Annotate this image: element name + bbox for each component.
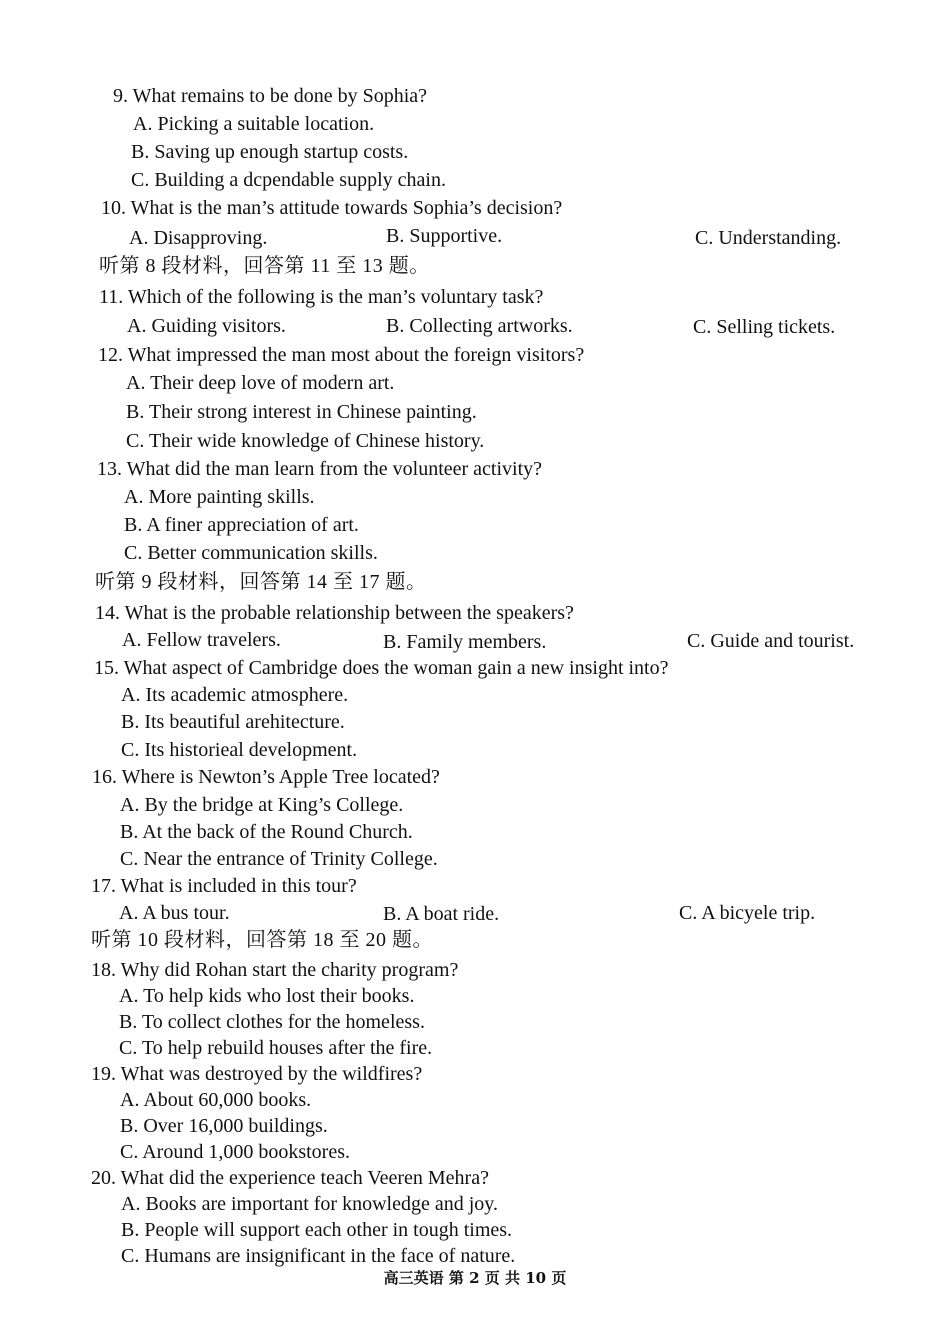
question-13: 13. What did the man learn from the volunteer activity?: [97, 458, 543, 480]
option-19c: C. Around 1,000 bookstores.: [120, 1141, 350, 1163]
question-10: 10. What is the man’s attitude towards Sophia’s decision?: [101, 197, 563, 219]
option-9c: C. Building a dcpendable supply chain.: [131, 169, 446, 191]
option-15c: C. Its historieal development.: [121, 739, 358, 761]
question-12: 12. What impressed the man most about the foreign visitors?: [98, 344, 585, 366]
question-20: 20. What did the experience teach Veeren Mehra?: [91, 1167, 489, 1189]
option-9a: A. Picking a suitable location.: [133, 113, 375, 135]
option-11b: B. Collecting artworks.: [386, 315, 573, 337]
question-18: 18. Why did Rohan start the charity program?: [91, 959, 459, 981]
option-14b: B. Family members.: [383, 631, 547, 653]
option-18b: B. To collect clothes for the homeless.: [119, 1011, 425, 1033]
option-12a: A. Their deep love of modern art.: [126, 372, 395, 394]
question-15: 15. What aspect of Cambridge does the woman gain a new insight into?: [94, 657, 669, 679]
option-10b: B. Supportive.: [386, 225, 503, 247]
option-13a: A. More painting skills.: [124, 486, 315, 508]
option-18c: C. To help rebuild houses after the fire.: [119, 1037, 433, 1059]
option-15a: A. Its academic atmosphere.: [121, 684, 349, 706]
option-12b: B. Their strong interest in Chinese painting.: [126, 401, 477, 423]
option-20a: A. Books are important for knowledge and joy.: [121, 1193, 498, 1215]
option-12c: C. Their wide knowledge of Chinese history.: [126, 430, 485, 452]
option-13b: B. A finer appreciation of art.: [124, 514, 359, 536]
option-17b: B. A boat ride.: [383, 903, 500, 925]
section-10-heading: 听第 10 段材料，回答第 18 至 20 题。: [91, 929, 433, 951]
section-8-heading: 听第 8 段材料，回答第 11 至 13 题。: [99, 255, 430, 277]
option-20b: B. People will support each other in tough times.: [121, 1219, 513, 1241]
page-footer: 高三英语 第 2 页 共 10 页: [383, 1269, 567, 1287]
question-16: 16. Where is Newton’s Apple Tree located?: [92, 766, 440, 788]
option-18a: A. To help kids who lost their books.: [119, 985, 415, 1007]
option-9b: B. Saving up enough startup costs.: [131, 141, 409, 163]
option-15b: B. Its beautiful arehitecture.: [121, 711, 345, 733]
question-9: 9. What remains to be done by Sophia?: [113, 85, 428, 107]
option-14a: A. Fellow travelers.: [122, 629, 281, 651]
question-17: 17. What is included in this tour?: [91, 875, 357, 897]
option-16c: C. Near the entrance of Trinity College.: [120, 848, 438, 870]
option-17a: A. A bus tour.: [119, 902, 230, 924]
option-17c: C. A bicyele trip.: [679, 902, 816, 924]
option-19b: B. Over 16,000 buildings.: [120, 1115, 328, 1137]
question-11: 11. Which of the following is the man’s voluntary task?: [99, 286, 544, 308]
option-16b: B. At the back of the Round Church.: [120, 821, 413, 843]
option-14c: C. Guide and tourist.: [687, 630, 855, 652]
question-19: 19. What was destroyed by the wildfires?: [91, 1063, 423, 1085]
option-10c: C. Understanding.: [695, 227, 842, 249]
option-19a: A. About 60,000 books.: [120, 1089, 312, 1111]
option-16a: A. By the bridge at King’s College.: [120, 794, 404, 816]
option-11a: A. Guiding visitors.: [127, 315, 286, 337]
option-20c: C. Humans are insignificant in the face of nature.: [121, 1245, 516, 1267]
question-14: 14. What is the probable relationship between the speakers?: [95, 602, 574, 624]
section-9-heading: 听第 9 段材料，回答第 14 至 17 题。: [95, 571, 427, 593]
option-10a: A. Disapproving.: [129, 227, 268, 249]
option-13c: C. Better communication skills.: [124, 542, 378, 564]
option-11c: C. Selling tickets.: [693, 316, 836, 338]
